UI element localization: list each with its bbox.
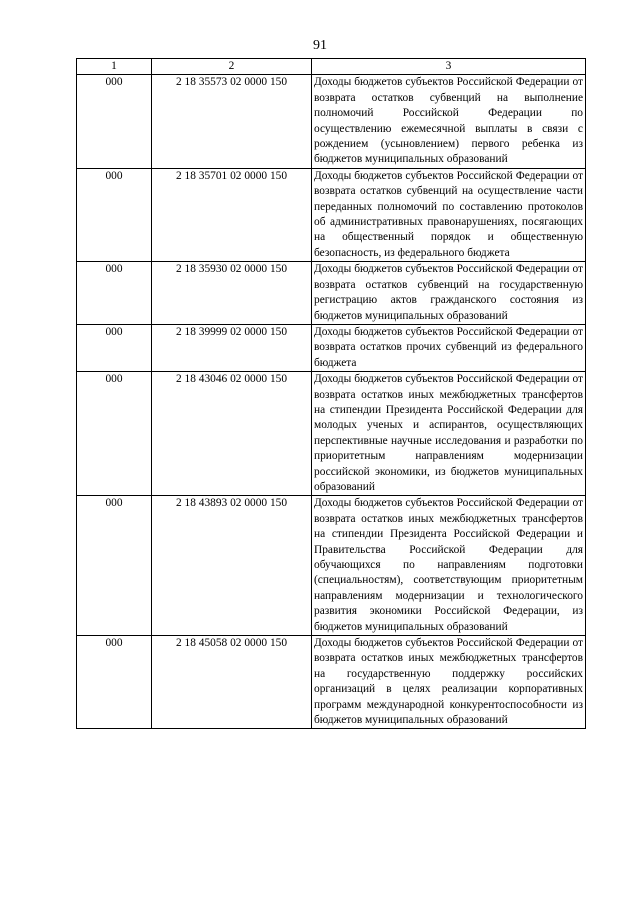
table-row <box>77 168 586 261</box>
description-cell: Доходы бюджетов субъектов Российской Федерации от возврата остатков иных межбюджетных трансфертов на государственную поддержку российских организаций в целях реализации корпоративных программ международной конкурентоспособности из бюджетов муниципальных образований <box>312 636 586 729</box>
budget-classification-code-cell: 2 18 35573 02 0000 150 <box>152 75 312 168</box>
page-number: 91 <box>313 38 327 53</box>
admin-code-cell: 000 <box>77 168 152 261</box>
table-row <box>77 262 586 325</box>
column-header-2: 2 <box>152 59 312 75</box>
table-row <box>77 75 586 168</box>
column-header-1: 1 <box>77 59 152 75</box>
budget-classification-code-cell: 2 18 35701 02 0000 150 <box>152 168 312 261</box>
description-cell: Доходы бюджетов субъектов Российской Федерации от возврата остатков субвенций на осуществление части переданных полномочий по составлению протоколов об административных правонарушениях, посягающих на общественный порядок и общественную безопасность, из федерального бюджета <box>312 168 586 261</box>
table-row <box>77 636 586 729</box>
admin-code-cell: 000 <box>77 324 152 371</box>
table-header-row <box>77 59 586 75</box>
table-row <box>77 372 586 496</box>
admin-code-cell: 000 <box>77 75 152 168</box>
budget-classification-code-cell: 2 18 39999 02 0000 150 <box>152 324 312 371</box>
column-header-3: 3 <box>312 59 586 75</box>
budget-classification-code-cell: 2 18 43893 02 0000 150 <box>152 496 312 636</box>
description-cell: Доходы бюджетов субъектов Российской Федерации от возврата остатков иных межбюджетных трансфертов на стипендии Президента Российской Федерации для молодых ученых и аспирантов, осуществляющих перспективные научные исследования и разработки по приоритетным направлениям модернизации российской экономики, из бюджетов муниципальных образований <box>312 372 586 496</box>
admin-code-cell: 000 <box>77 262 152 325</box>
income-codes-table <box>76 58 586 729</box>
description-cell: Доходы бюджетов субъектов Российской Федерации от возврата остатков субвенций на государственную регистрацию актов гражданского состояния из бюджетов муниципальных образований <box>312 262 586 325</box>
table-row <box>77 324 586 371</box>
description-cell: Доходы бюджетов субъектов Российской Федерации от возврата остатков субвенций на выполнение полномочий Российской Федерации по осуществлению ежемесячной выплаты в связи с рождением (усыновлением) первого ребенка из бюджетов муниципальных образований <box>312 75 586 168</box>
budget-classification-code-cell: 2 18 43046 02 0000 150 <box>152 372 312 496</box>
budget-classification-code-cell: 2 18 35930 02 0000 150 <box>152 262 312 325</box>
admin-code-cell: 000 <box>77 372 152 496</box>
description-cell: Доходы бюджетов субъектов Российской Федерации от возврата остатков прочих субвенций из федерального бюджета <box>312 324 586 371</box>
admin-code-cell: 000 <box>77 496 152 636</box>
table-row <box>77 496 586 636</box>
budget-classification-code-cell: 2 18 45058 02 0000 150 <box>152 636 312 729</box>
admin-code-cell: 000 <box>77 636 152 729</box>
description-cell: Доходы бюджетов субъектов Российской Федерации от возврата остатков иных межбюджетных трансфертов на стипендии Президента Российской Федерации и Правительства Российской Федерации для обучающихся по направлениям подготовки (специальностям), соответствующим приоритетным направлениям модернизации и технологического развития экономики Российской Федерации, из бюджетов муниципальных образований <box>312 496 586 636</box>
